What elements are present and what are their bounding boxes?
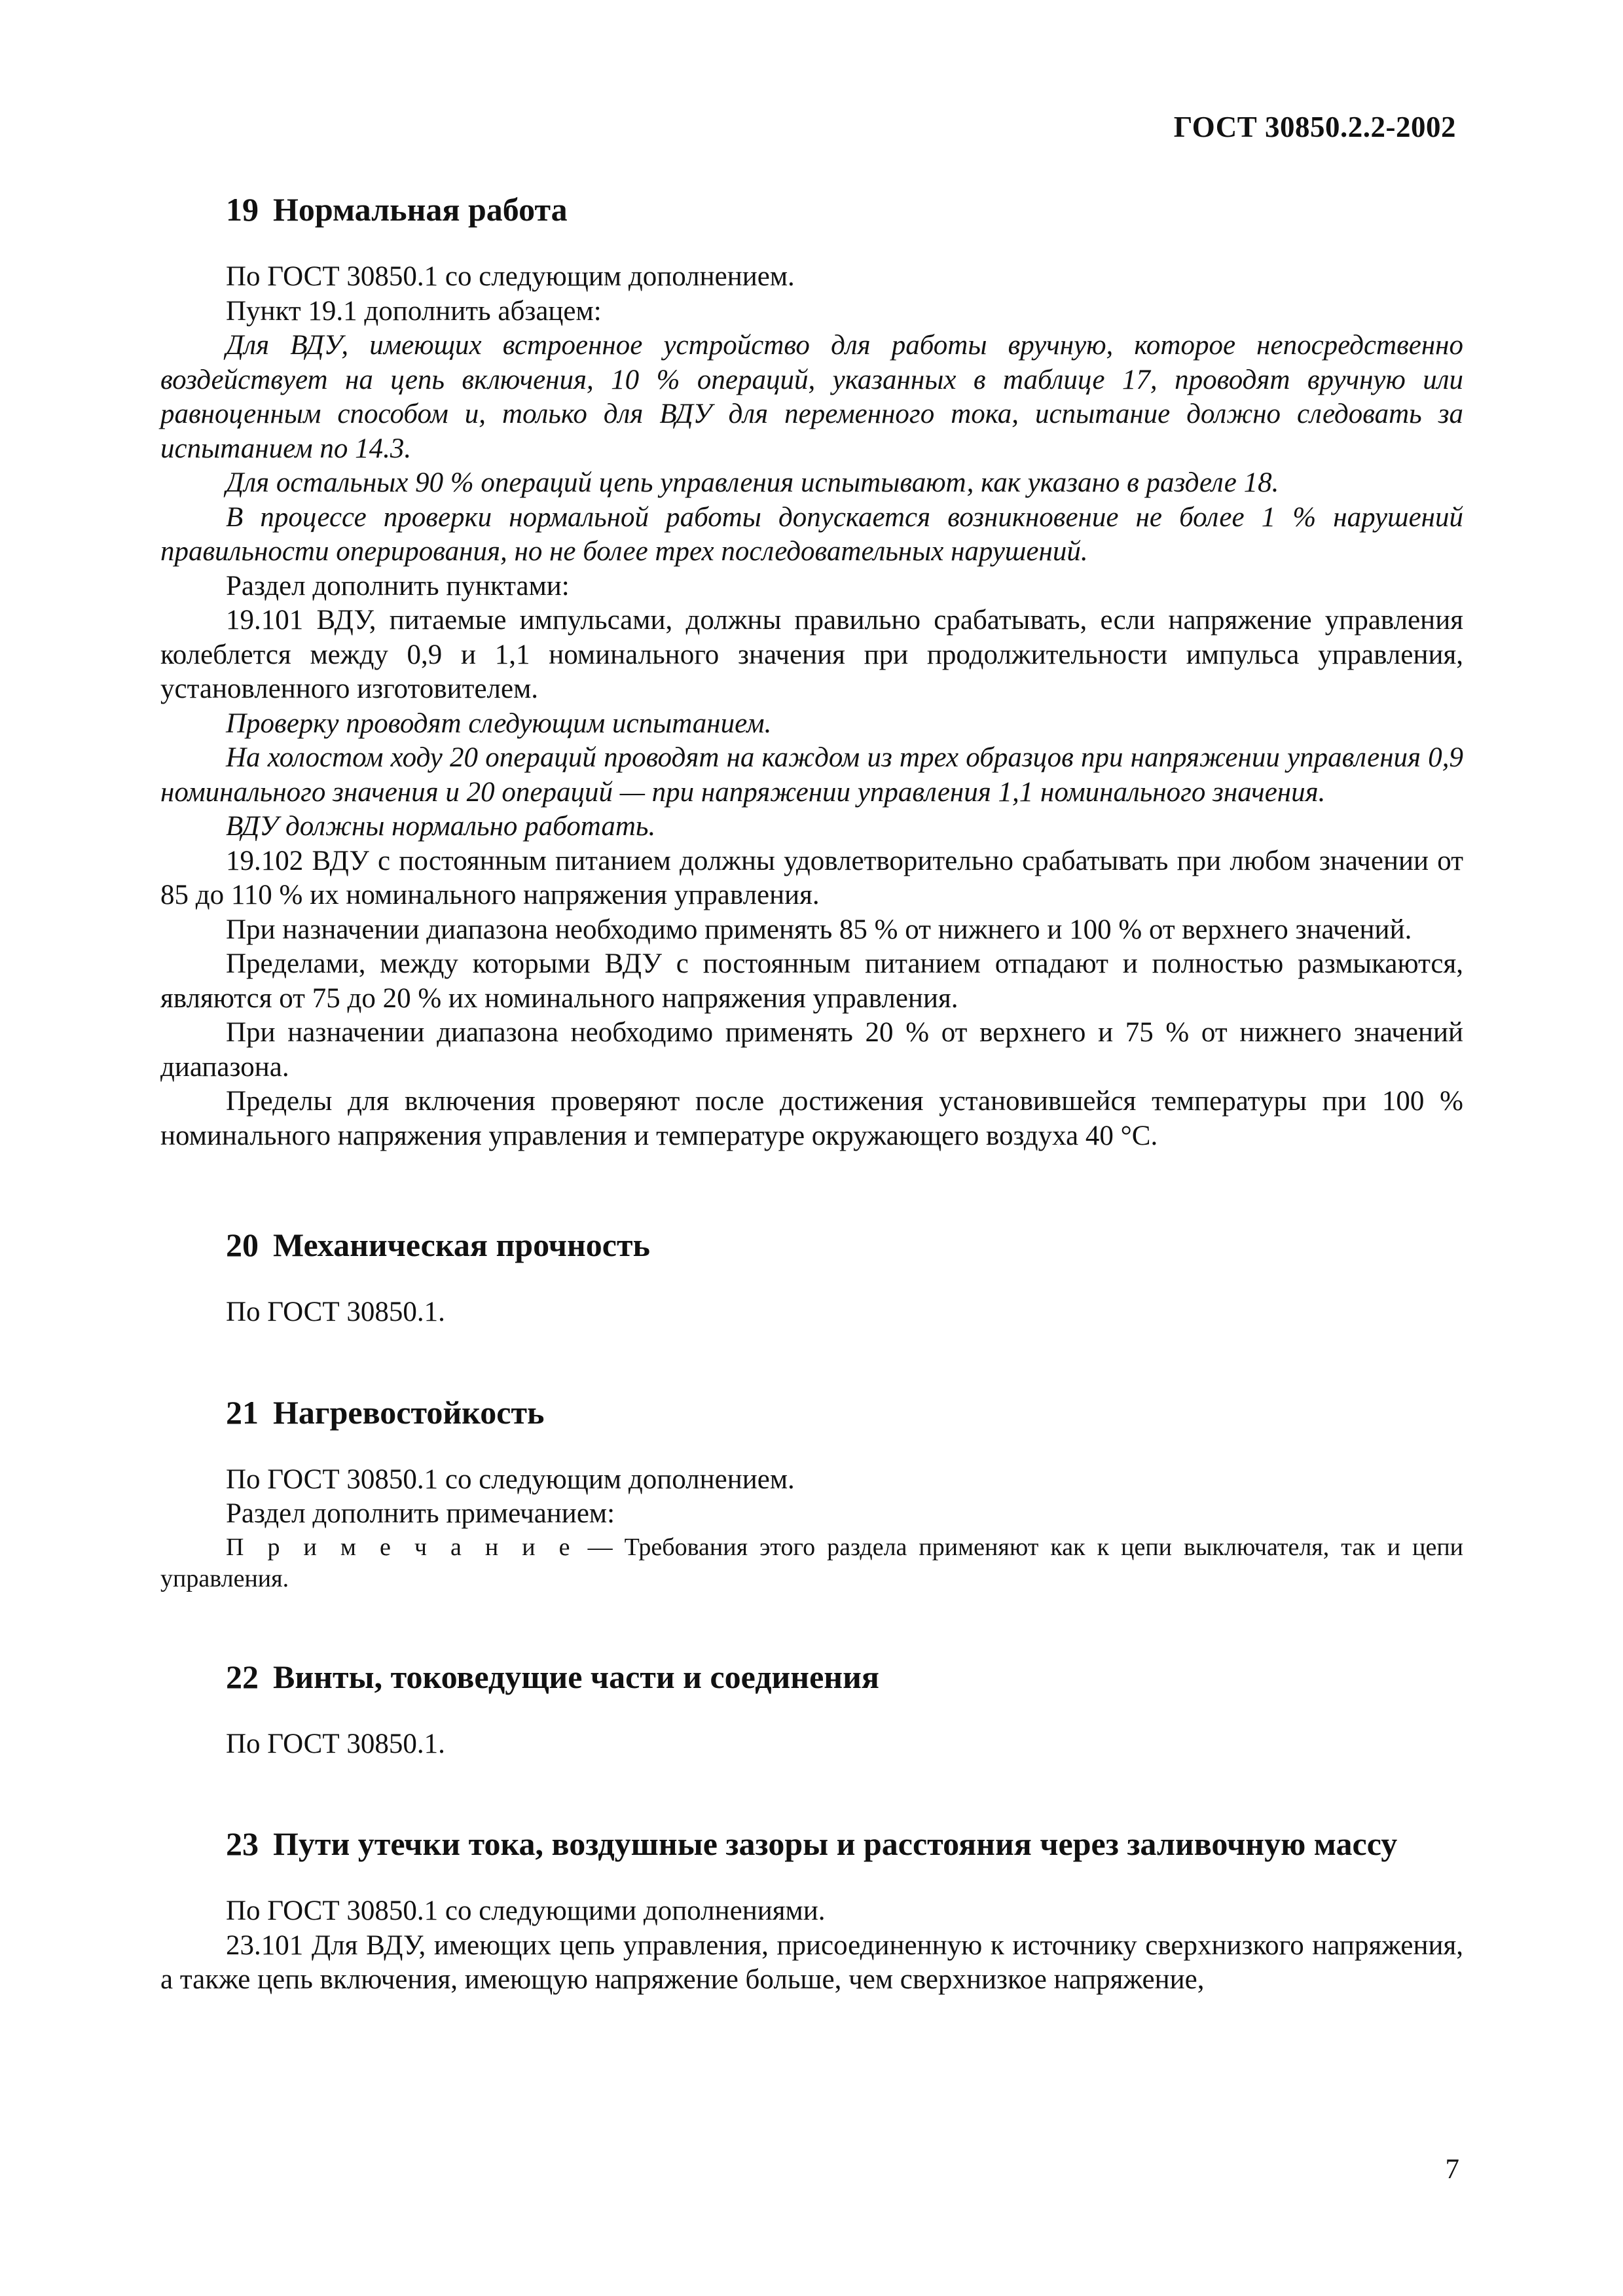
note-text: — Требования этого раздела применяют как к цепи выключателя, так и цепи управления. [160,1533,1463,1592]
page-number: 7 [1445,2154,1459,2185]
section-number: 23 [226,1825,259,1862]
paragraph: По ГОСТ 30850.1. [226,1297,445,1327]
section-number: 19 [226,191,259,228]
paragraph: Пределы для включения проверяют после достижения установившейся температуры при 100 % номинального напряжения управления и температуре окружающего воздуха 40 °С. [160,1086,1463,1151]
paragraph: Пределами, между которыми ВДУ с постоянным питанием отпадают и полностью размыкаются, являются от 75 до 20 % их номинального напряжения управления. [160,948,1463,1014]
clause-19-101: 19.101 ВДУ, питаемые импульсами, должны правильно срабатывать, если напряжение управления колеблется между 0,9 и 1,1 номинального значения при продолжительности импульса управления, установленного изготовителем. [160,605,1463,704]
section-title: Механическая прочность [273,1227,651,1263]
document-body [160,183,1463,1998]
italic-paragraph: В процессе проверки нормальной работы допускается возникновение не более 1 % нарушений правильности оперирования, но не более трех последовательных нарушений. [160,501,1463,567]
section-number: 20 [226,1227,259,1263]
paragraph: По ГОСТ 30850.1 со следующим дополнением. [226,261,795,292]
italic-paragraph: На холостом ходу 20 операций проводят на каждом из трех образцов при напряжении управления 0,9 номинального значения и 20 операций — при напряжении управления 1,1 номинального значения. [160,742,1463,808]
section-21-heading [226,1386,1463,1432]
paragraph: Раздел дополнить примечанием: [226,1498,615,1529]
note-label: П р и м е ч а н и е [226,1533,576,1561]
section-number: 22 [226,1658,259,1695]
section-23-heading [226,1818,1463,1863]
section-number: 21 [226,1393,259,1431]
clause-19-102: 19.102 ВДУ с постоянным питанием должны удовлетворительно срабатывать при любом значении от 85 до 110 % их номинального напряжения управления. [160,845,1463,910]
document-header-id: ГОСТ 30850.2.2-2002 [1173,111,1456,143]
clause-23-101: 23.101 Для ВДУ, имеющих цепь управления, присоединенную к источнику сверхнизкого напряжения, а также цепь включения, имеющую напряжение больше, чем сверхнизкое напряжение, [160,1929,1463,1995]
section-20-heading [226,1219,1463,1265]
paragraph: По ГОСТ 30850.1 со следующими дополнениями. [226,1895,826,1926]
note [160,1532,1463,1594]
section-title: Винты, токоведущие части и соединения [273,1658,879,1695]
section-22-heading [226,1651,1463,1696]
section-19-heading [226,183,1463,229]
italic-paragraph: ВДУ должны нормально работать. [226,811,656,842]
section-title: Пути утечки тока, воздушные зазоры и расстояния через заливочную массу [273,1825,1398,1862]
italic-paragraph: Для ВДУ, имеющих встроенное устройство для работы вручную, которое непосредственно воздействует на цепь включения, 10 % операций, указанных в таблице 17, проводят вручную или равноценным способом и, только для ВДУ для переменного тока, испытание должно следовать за испытанием по 14.3. [160,330,1463,464]
italic-paragraph: Проверку проводят следующим испытанием. [226,708,772,739]
section-title: Нагревостойкость [273,1393,545,1431]
paragraph: При назначении диапазона необходимо применять 85 % от нижнего и 100 % от верхнего значений. [226,914,1412,945]
paragraph: Раздел дополнить пунктами: [226,570,570,601]
paragraph: При назначении диапазона необходимо применять 20 % от верхнего и 75 % от нижнего значений диапазона. [160,1017,1463,1083]
section-title: Нормальная работа [273,191,568,228]
paragraph: По ГОСТ 30850.1. [226,1728,445,1759]
paragraph: Пункт 19.1 дополнить абзацем: [226,295,602,327]
italic-paragraph: Для остальных 90 % операций цепь управления испытывают, как указано в разделе 18. [226,467,1279,498]
paragraph: По ГОСТ 30850.1 со следующим дополнением. [226,1463,795,1495]
